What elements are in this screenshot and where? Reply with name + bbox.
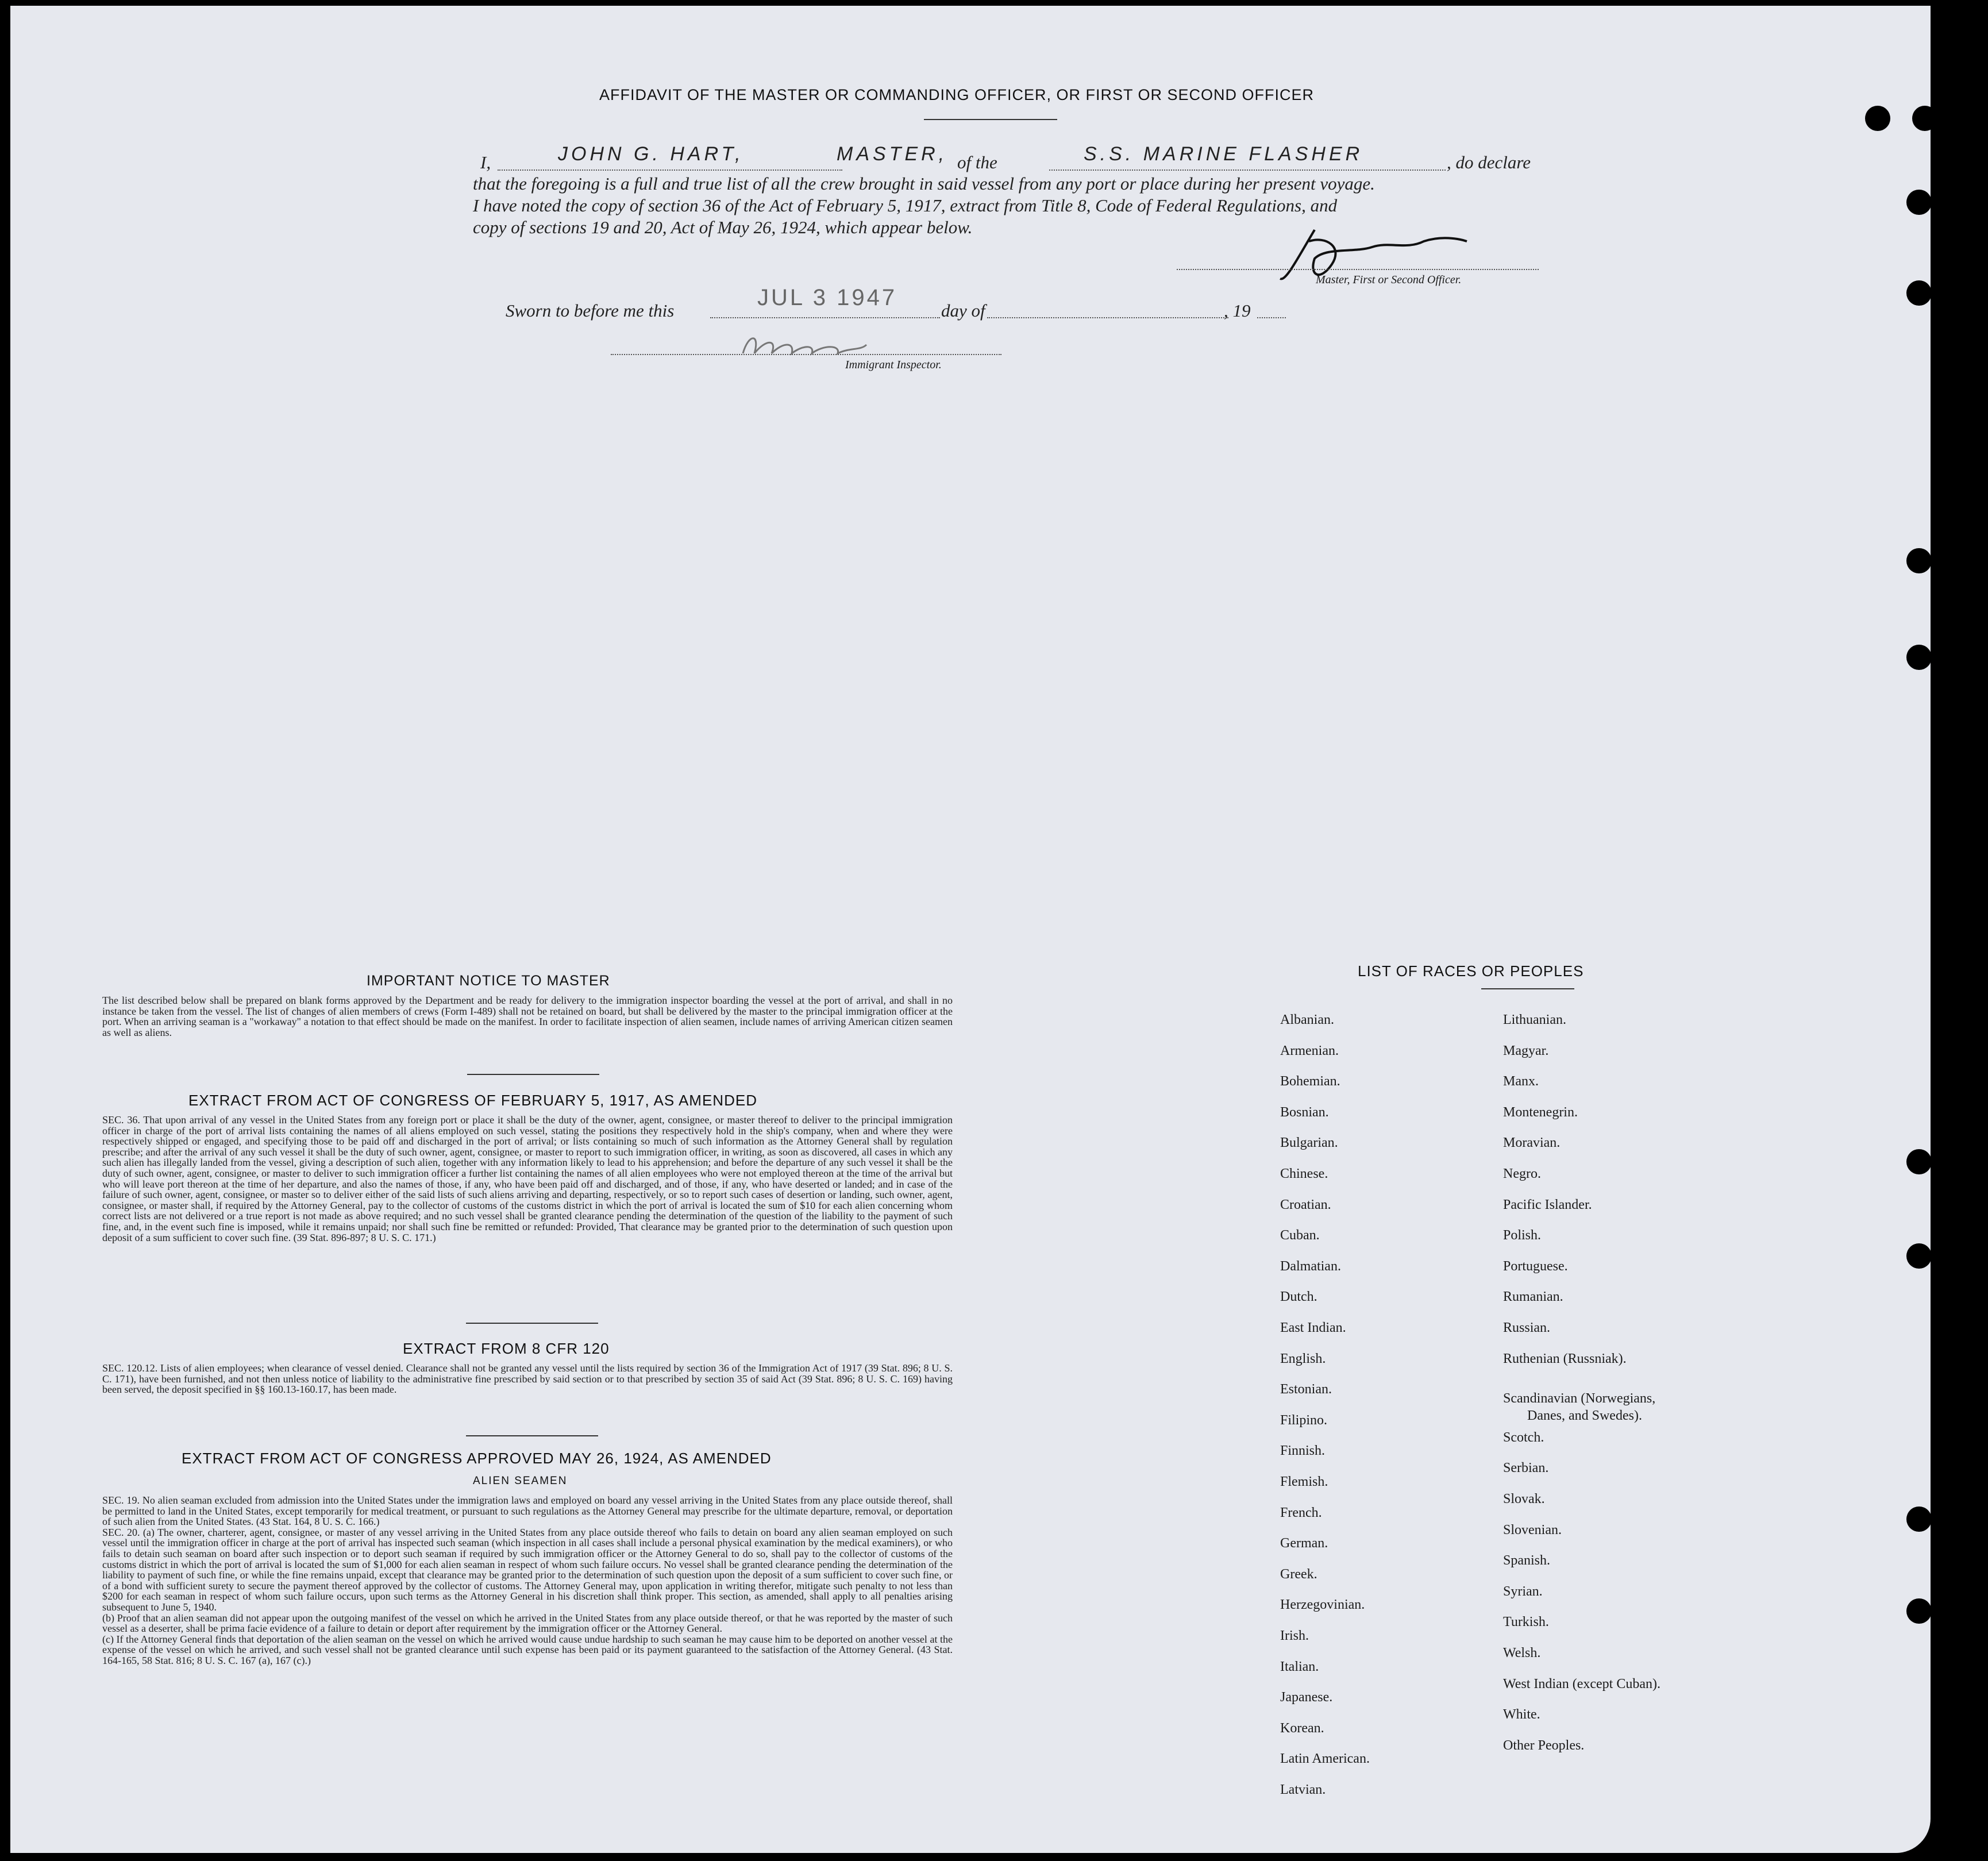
- race-item: Croatian.: [1280, 1197, 1331, 1212]
- race-item: Latin American.: [1280, 1751, 1370, 1767]
- section-rule: [466, 1435, 598, 1436]
- race-item: Slovak.: [1503, 1492, 1545, 1506]
- signature-line: [1177, 269, 1539, 270]
- race-item: Turkish.: [1503, 1615, 1549, 1630]
- binder-hole: [1865, 106, 1890, 131]
- rank-field[interactable]: MASTER,: [837, 143, 948, 165]
- race-item: French.: [1280, 1505, 1322, 1520]
- race-item: Filipino.: [1280, 1412, 1328, 1428]
- notice-text: The list described below shall be prepared on blank forms approved by the Department and be ready for delivery to the immigration inspector boarding the vessel at the port of arrival, and shall in no instance be taken from the vessel. The list of changes of alien members of crews (Form I-489) shall not be retained on board, but shall be delivered by the master to the principal immigration officer at the port. When an arriving seaman is a "workaway" a notation to that effect should be made on the manifest. In order to facilitate inspection of alien seamen, include names of arriving American citizen seamen as well as aliens.: [102, 995, 953, 1038]
- race-item: Negro.: [1503, 1166, 1541, 1181]
- form-page: [10, 6, 1931, 1853]
- race-item: Other Peoples.: [1503, 1737, 1585, 1753]
- race-item: Finnish.: [1280, 1443, 1326, 1459]
- race-item: Latvian.: [1280, 1782, 1326, 1797]
- race-item: Rumanian.: [1503, 1289, 1563, 1305]
- vessel-name-field[interactable]: S.S. MARINE FLASHER: [1084, 143, 1363, 165]
- master-name-underline: [498, 169, 842, 171]
- alien-seamen-subtitle: ALIEN SEAMEN: [473, 1475, 568, 1487]
- extract-cfr-title: EXTRACT FROM 8 CFR 120: [403, 1340, 610, 1357]
- race-item: Korean.: [1280, 1720, 1324, 1736]
- race-item: Bohemian.: [1280, 1074, 1340, 1089]
- race-item: Chinese.: [1280, 1166, 1328, 1181]
- race-item: Spanish.: [1503, 1553, 1551, 1569]
- race-item: German.: [1280, 1536, 1328, 1551]
- race-item: Syrian.: [1503, 1583, 1543, 1599]
- master-name-field[interactable]: JOHN G. HART,: [558, 143, 744, 165]
- race-item: Japanese.: [1280, 1690, 1333, 1705]
- extract-1917-text: SEC. 36. That upon arrival of any vessel in the United States from any foreign port or place it shall be the duty of the owner, agent, consignee, or master thereof to deliver to the principal immigration officer in charge of the port of arrival lists containing the names of all aliens employed on such vessel, stating the positions they respectively hold in the ship's company, when and where they were respectively shipped or engaged, and specifying those to be paid off and discharged in the port of arrival; or lists containing so much of such information as the Attorney General shall by regulation prescribe; and after the arrival of any such vessel it shall be the duty of such owner, agent, consignee, or master to report to such immigration officer, in writing, as soon as discovered, all cases in which any such alien has illegally landed from the vessel, giving a description of such alien, together with any information likely to lead to his apprehension; and before the departure of any such vessel it shall be the duty of such owner, agent, consignee, or master to deliver to such immigration officer a further list containing the names of all alien employees who were not employed thereon at the time of the arrival but who will leave port thereon at the time of her departure, and also the names of those, if any, who have been paid off and discharged, and of those, if any, who have deserted or landed; and in case of the failure of such owner, agent, consignee, or master so to deliver either of the said lists of such aliens arriving and departing, respectively, or so to report such cases of desertion or landing, such owner, agent, consignee, or master shall, if required by the Attorney General, pay to the collector of customs of the customs district in which the port of arrival is located the sum of $10 for each alien concerning whom correct lists are not delivered or a true report is not made as above required; and no such vessel shall be granted clearance pending the determination of the question of the liability to the payment of such fine, and, in the event such fine is imposed, while it remains unpaid; nor shall such fine be remitted or refunded: Provided, That clearance may be granted prior to the determination of such question upon deposit of a sum sufficient to cover such fine. (39 Stat. 896-897; 8 U. S. C. 171.): [102, 1114, 953, 1243]
- race-item: Moravian.: [1503, 1135, 1561, 1151]
- day-of-text: day of: [941, 300, 985, 321]
- section-rule: [466, 1323, 598, 1324]
- affidavit-title: AFFIDAVIT OF THE MASTER OR COMMANDING OFFICER, OR FIRST OR SECOND OFFICER: [599, 86, 1315, 103]
- title-rule: [924, 119, 1057, 120]
- race-item: Albanian.: [1280, 1012, 1334, 1027]
- race-item: Dutch.: [1280, 1289, 1317, 1305]
- binder-hole: [1906, 1506, 1932, 1532]
- extract-1924-title: EXTRACT FROM ACT OF CONGRESS APPROVED MAY 26, 1924, AS AMENDED: [182, 1450, 772, 1467]
- race-item: Manx.: [1503, 1074, 1539, 1089]
- affidavit-line-3: I have noted the copy of section 36 of the Act of February 5, 1917, extract from Title 8, Code of Federal Regulations, and: [473, 195, 1338, 215]
- affidavit-line-4: copy of sections 19 and 20, Act of May 26, 1924, which appear below.: [473, 217, 973, 237]
- race-item: Pacific Islander.: [1503, 1197, 1592, 1212]
- race-item: Magyar.: [1503, 1043, 1549, 1058]
- inspector-caption: Immigrant Inspector.: [845, 359, 942, 371]
- sec-20a-text: SEC. 20. (a) The owner, charterer, agent, consignee, or master of any vessel arriving in the United States from any place outside thereof who fails to detain on board any alien seaman employed on such vessel until the immigration officer in charge at the port of arrival has inspected such seaman (which inspection in all cases shall include a personal physical examination by the medical examiners), or who fails to detain such seaman on board after such inspection or to deport such seaman if required by such immigration officer or the Attorney General to do so, shall pay to the collector of customs of the customs district in which the port of arrival is located the sum of $1,000 for each alien seaman in respect of whom such failure occurs. No vessel shall be granted clearance pending the determination of the liability to payment of such fine, or while the fine remains unpaid, except that clearance may be granted prior to the determination of such question upon the deposit of a sum sufficient to cover such fine, or of a bond with sufficient surety to secure the payment thereof approved by the collector of customs. The Attorney General may, upon application in writing therefor, mitigate such penalty to not less than $200 for each seaman in respect of whom such failure occurs, upon such terms as the Attorney General in his discretion shall think proper. This section, as amended, shall apply to all penalties arising subsequent to June 5, 1940.: [102, 1526, 953, 1613]
- pronoun: I,: [480, 152, 491, 172]
- sec-20c-text: (c) If the Attorney General finds that deportation of the alien seaman on the vessel on which he arrived would cause undue hardship to such seaman he may cause him to be deported on another vessel at the expense of the vessel on which he arrived, and such vessel shall not be granted clearance until such expense has been paid or its payment guaranteed to the satisfaction of the Attorney General. (43 Stat. 164-165, 58 Stat. 816; 8 U. S. C. 167 (a), 167 (c).): [102, 1633, 953, 1666]
- race-item: Polish.: [1503, 1228, 1542, 1243]
- races-rule: [1481, 988, 1574, 989]
- sworn-text: Sworn to before me this: [506, 300, 675, 321]
- race-item: Portuguese.: [1503, 1258, 1568, 1274]
- binder-hole: [1906, 548, 1932, 573]
- race-item: Scotch.: [1503, 1430, 1544, 1445]
- race-item: Danes, and Swedes).: [1527, 1408, 1642, 1424]
- binder-hole: [1906, 190, 1932, 215]
- sec-19-text: SEC. 19. No alien seaman excluded from admission into the United States under the immigration laws and employed on board any vessel arriving in the United States from any place outside thereof, shall be permitted to land in the United States, except temporarily for medical treatment, or pursuant to such regulations as the Attorney General may prescribe for the ultimate departure, removal, or deportation of such alien from the United States. (43 Stat. 164, 8 U. S. C. 166.): [102, 1494, 953, 1528]
- extract-1924-text: [102, 1495, 953, 1666]
- binder-hole: [1912, 106, 1937, 131]
- race-item: Cuban.: [1280, 1228, 1320, 1243]
- race-item: Armenian.: [1280, 1043, 1339, 1058]
- affidavit-line-1: [480, 143, 1544, 173]
- race-item: East Indian.: [1280, 1320, 1346, 1335]
- race-item: Dalmatian.: [1280, 1258, 1341, 1274]
- binder-hole: [1906, 1598, 1932, 1624]
- race-item: Russian.: [1503, 1320, 1551, 1335]
- binder-hole: [1906, 1243, 1932, 1269]
- race-item: Flemish.: [1280, 1474, 1328, 1489]
- vessel-underline: [1049, 169, 1446, 171]
- race-item: Herzegovinian.: [1280, 1597, 1365, 1613]
- binder-hole: [1906, 280, 1932, 306]
- binder-hole: [1906, 1149, 1932, 1174]
- race-item: Ruthenian (Russniak).: [1503, 1351, 1627, 1366]
- race-item: Italian.: [1280, 1659, 1319, 1674]
- extract-1917-title: EXTRACT FROM ACT OF CONGRESS OF FEBRUARY 5, 1917, AS AMENDED: [188, 1092, 757, 1109]
- year-line: [1257, 317, 1286, 318]
- races-title: LIST OF RACES OR PEOPLES: [1358, 962, 1584, 980]
- month-line: [987, 317, 1228, 318]
- date-stamp: JUL 3 1947: [757, 285, 897, 310]
- section-rule: [467, 1074, 599, 1075]
- binder-hole: [1906, 645, 1932, 670]
- race-item: Slovenian.: [1503, 1522, 1562, 1538]
- do-declare-text: , do declare: [1447, 152, 1531, 172]
- sec-20b-text: (b) Proof that an alien seaman did not appear upon the outgoing manifest of the vessel on which he arrived in the United States from any place outside thereof, or that he was reported by the master of such vessel as a deserter, shall be prima facie evidence of a failure to detain or deport after requirement by the immigration officer or the Attorney General.: [102, 1612, 953, 1635]
- race-item: Estonian.: [1280, 1382, 1332, 1397]
- race-item: Bosnian.: [1280, 1104, 1329, 1120]
- notice-title: IMPORTANT NOTICE TO MASTER: [367, 973, 610, 989]
- race-item: Lithuanian.: [1503, 1012, 1566, 1027]
- race-item: Welsh.: [1503, 1646, 1541, 1660]
- inspector-line: [611, 354, 1001, 355]
- race-item: Montenegrin.: [1503, 1104, 1578, 1120]
- race-item: Bulgarian.: [1280, 1135, 1338, 1151]
- signature-caption: Master, First or Second Officer.: [1316, 273, 1462, 286]
- sworn-date-line: [710, 317, 940, 318]
- race-item: English.: [1280, 1351, 1326, 1366]
- race-item: Irish.: [1280, 1628, 1309, 1643]
- affidavit-line-2: that the foregoing is a full and true list of all the crew brought in said vessel from any port or place during her present voyage.: [473, 174, 1375, 194]
- race-item: Serbian.: [1503, 1461, 1549, 1476]
- race-item: White.: [1503, 1707, 1540, 1723]
- race-item: West Indian (except Cuban).: [1503, 1676, 1660, 1692]
- year-text: , 19: [1224, 300, 1251, 321]
- race-item: Greek.: [1280, 1566, 1317, 1582]
- of-the-text: of the: [957, 152, 997, 172]
- extract-cfr-text: SEC. 120.12. Lists of alien employees; when clearance of vessel denied. Clearance shall not be granted any vessel until the lists required by section 36 of the Immigration Act of 1917 (39 Stat. 896; 8 U. S. C. 171), have been furnished, and not then unless notice of liability to the administrative fine prescribed by said section or to that prescribed by section 35 of said Act (39 Stat. 896; 8 U. S. C. 169) having been served, the deposit specified in §§ 160.13-160.17, has been made.: [102, 1362, 953, 1396]
- race-item: Scandinavian (Norwegians,: [1503, 1391, 1656, 1407]
